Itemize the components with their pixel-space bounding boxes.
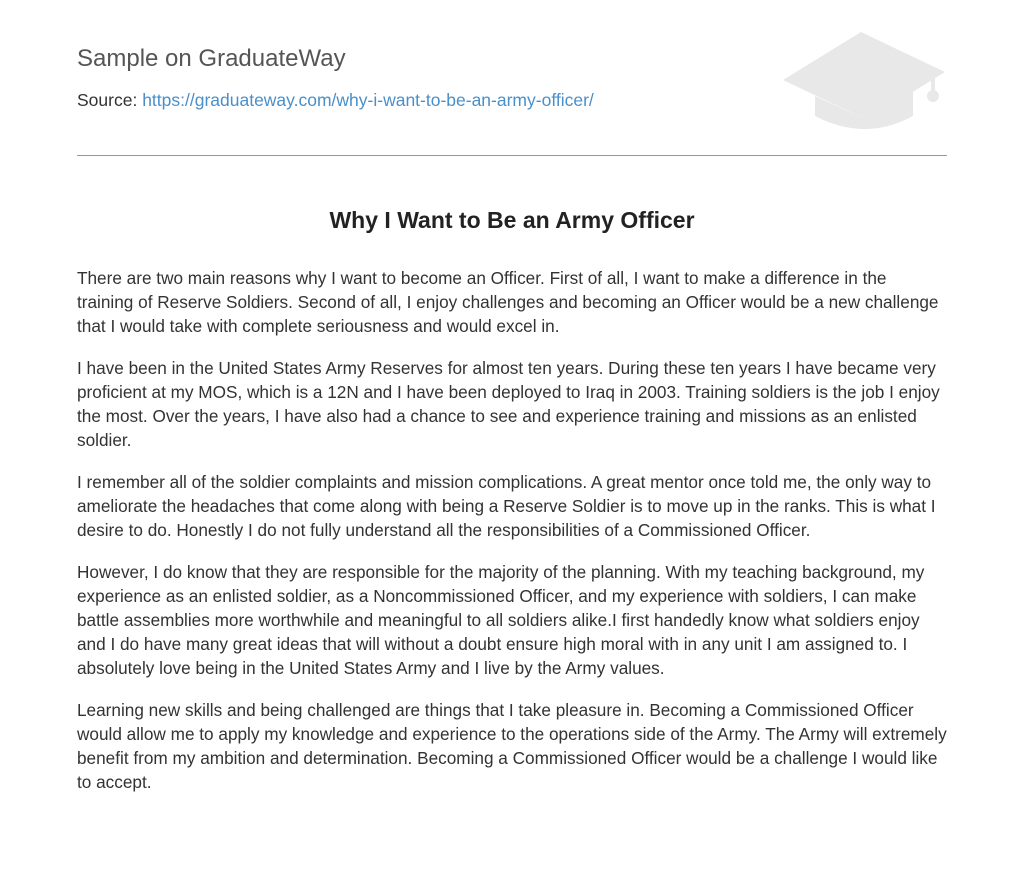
source-label: Source:	[77, 90, 138, 110]
page-header	[77, 0, 947, 156]
source-line	[77, 89, 594, 111]
graduation-cap-icon	[781, 30, 947, 132]
essay-paragraph: I have been in the United States Army Reserves for almost ten years. During these ten years I have became very proficient at my MOS, which is a 12N and I have been deployed to Iraq in 2003. Training soldiers is the job I enjoy the most. Over the years, I have also had a chance to see and experience training and missions as an enlisted soldier.	[77, 358, 940, 450]
essay-paragraph: Learning new skills and being challenged are things that I take pleasure in. Becoming a Commissioned Officer would allow me to apply my knowledge and experience to the operations side of the Army. The Army will extremely benefit from my ambition and determination. Becoming a Commissioned Officer would be a challenge I would like to accept.	[77, 700, 947, 792]
essay-title: Why I Want to Be an Army Officer	[329, 207, 695, 233]
essay-content	[77, 200, 947, 812]
essay-paragraph: I remember all of the soldier complaints and mission complications. A great mentor once told me, the only way to ameliorate the headaches that come along with being a Reserve Soldier is to move up in the ranks. This is what I desire to do. Honestly I do not fully understand all the responsibilities of a Commissioned Officer.	[77, 472, 936, 540]
source-link[interactable]: https://graduateway.com/why-i-want-to-be-an-army-officer/	[142, 90, 594, 110]
header-divider	[77, 155, 947, 156]
essay-paragraph: There are two main reasons why I want to become an Officer. First of all, I want to make a difference in the training of Reserve Soldiers. Second of all, I enjoy challenges and becoming an Officer would be a new challenge that I would take with complete seriousness and would excel in.	[77, 268, 939, 336]
essay-body	[77, 266, 947, 794]
site-title: Sample on GraduateWay	[77, 45, 346, 72]
essay-paragraph: However, I do know that they are responsible for the majority of the planning. With my teaching background, my experience as an enlisted soldier, as a Noncommissioned Officer, and my experience with soldiers, I can make battle assemblies more worthwhile and meaningful to all soldiers alike.I first handedly know what soldiers enjoy and I do have many great ideas that will without a doubt ensure high moral with in any unit I am assigned to. I absolutely love being in the United States Army and I live by the Army values.	[77, 562, 925, 678]
